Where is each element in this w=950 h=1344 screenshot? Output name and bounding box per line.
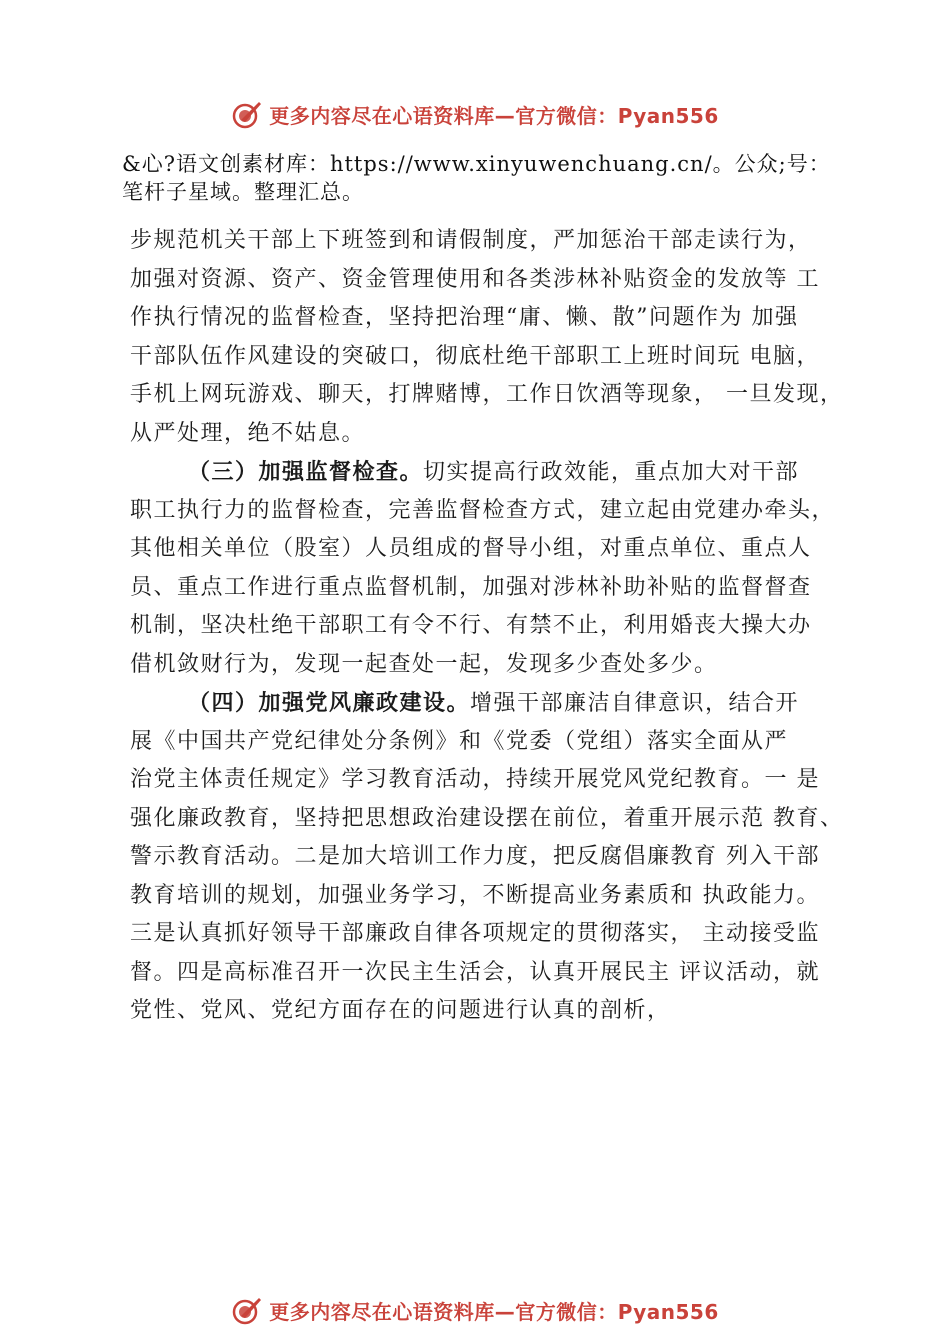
text-line: 员、重点工作进行重点监督机制，加强对涉林补助补贴的监督督查 (130, 574, 812, 600)
text-line: 手机上网玩游戏、聊天，打牌赌博，工作日饮酒等现象， 一旦发现， (130, 382, 844, 407)
text-span: 增强干部廉洁自律意识，结合开 (470, 691, 800, 716)
top-banner (0, 94, 950, 134)
text-line (130, 684, 865, 723)
text-line: 加强对资源、资产、资金管理使用和各类涉林补贴资金的发放等 工 (130, 266, 820, 292)
text-line: 治党主体责任规定》学习教育活动，持续开展党风党纪教育。一 是 (130, 767, 820, 792)
text-line: 督。四是高标准召开一次民主生活会，认真开展民主 评议活动，就 (130, 959, 820, 985)
source-note (122, 150, 862, 206)
banner-content (231, 98, 719, 130)
bottom-banner (0, 1290, 950, 1330)
text-line: 警示教育活动。二是加大培训工作力度，把反腐倡廉教育 列入干部 (130, 844, 820, 869)
section-heading: （四）加强党风廉政建设。 (188, 690, 471, 716)
text-line: 从严处理，绝不姑息。 (130, 420, 366, 446)
document-body (130, 222, 865, 1031)
text-line: 步规范机关干部上下班签到和请假制度，严加惩治干部走读行为， (130, 228, 812, 253)
text-line: 作执行情况的监督检查，坚持把治理“庸、懒、散”问题作为 加强 (130, 305, 799, 330)
text-span: 切实提高行政效能，重点加大对干部 (423, 460, 800, 485)
paragraph-supervision (130, 453, 865, 684)
quill-circle-logo-icon (231, 1294, 263, 1326)
source-note-line: &心?语文创素材库：https://www.xinyuwenchuang.cn/。公众;号： (122, 152, 831, 176)
text-line: 机制，坚决杜绝干部职工有令不行、有禁不止，利用婚丧大操大办 (130, 613, 812, 638)
banner-content (231, 1294, 719, 1326)
text-line: 党性、党风、党纪方面存在的问题进行认真的剖析， (130, 998, 671, 1023)
text-line: 职工执行力的监督检查，完善监督检查方式，建立起由党建办牵头， (130, 497, 836, 523)
text-line: 借机敛财行为，发现一起查处一起，发现多少查处多少。 (130, 651, 718, 677)
text-line: 强化廉政教育，坚持把思想政治建设摆在前位，着重开展示范 教育、 (130, 805, 844, 831)
banner-text: 更多内容尽在心语资料库—官方微信：Pyan556 (269, 103, 719, 128)
text-line: 其他相关单位（股室）人员组成的督导小组，对重点单位、重点人 (130, 536, 812, 561)
source-note-line: 笔杆子星域。整理汇总。 (122, 180, 364, 204)
paragraph-continuation (130, 222, 865, 453)
banner-text: 更多内容尽在心语资料库—官方微信：Pyan556 (269, 1299, 719, 1324)
quill-circle-logo-icon (231, 98, 263, 130)
text-line: 教育培训的规划，加强业务学习，不断提高业务素质和 执政能力。 (130, 882, 820, 908)
text-line: 展《中国共产党纪律处分条例》和《党委（党组）落实全面从严 (130, 728, 789, 754)
text-line: 干部队伍作风建设的突破口，彻底杜绝干部职工上班时间玩 电脑， (130, 343, 820, 369)
section-heading: （三）加强监督检查。 (188, 459, 424, 485)
text-line: 三是认真抓好领导干部廉政自律各项规定的贯彻落实， 主动接受监 (130, 921, 820, 946)
paragraph-integrity (130, 684, 865, 1031)
text-line (130, 453, 865, 492)
